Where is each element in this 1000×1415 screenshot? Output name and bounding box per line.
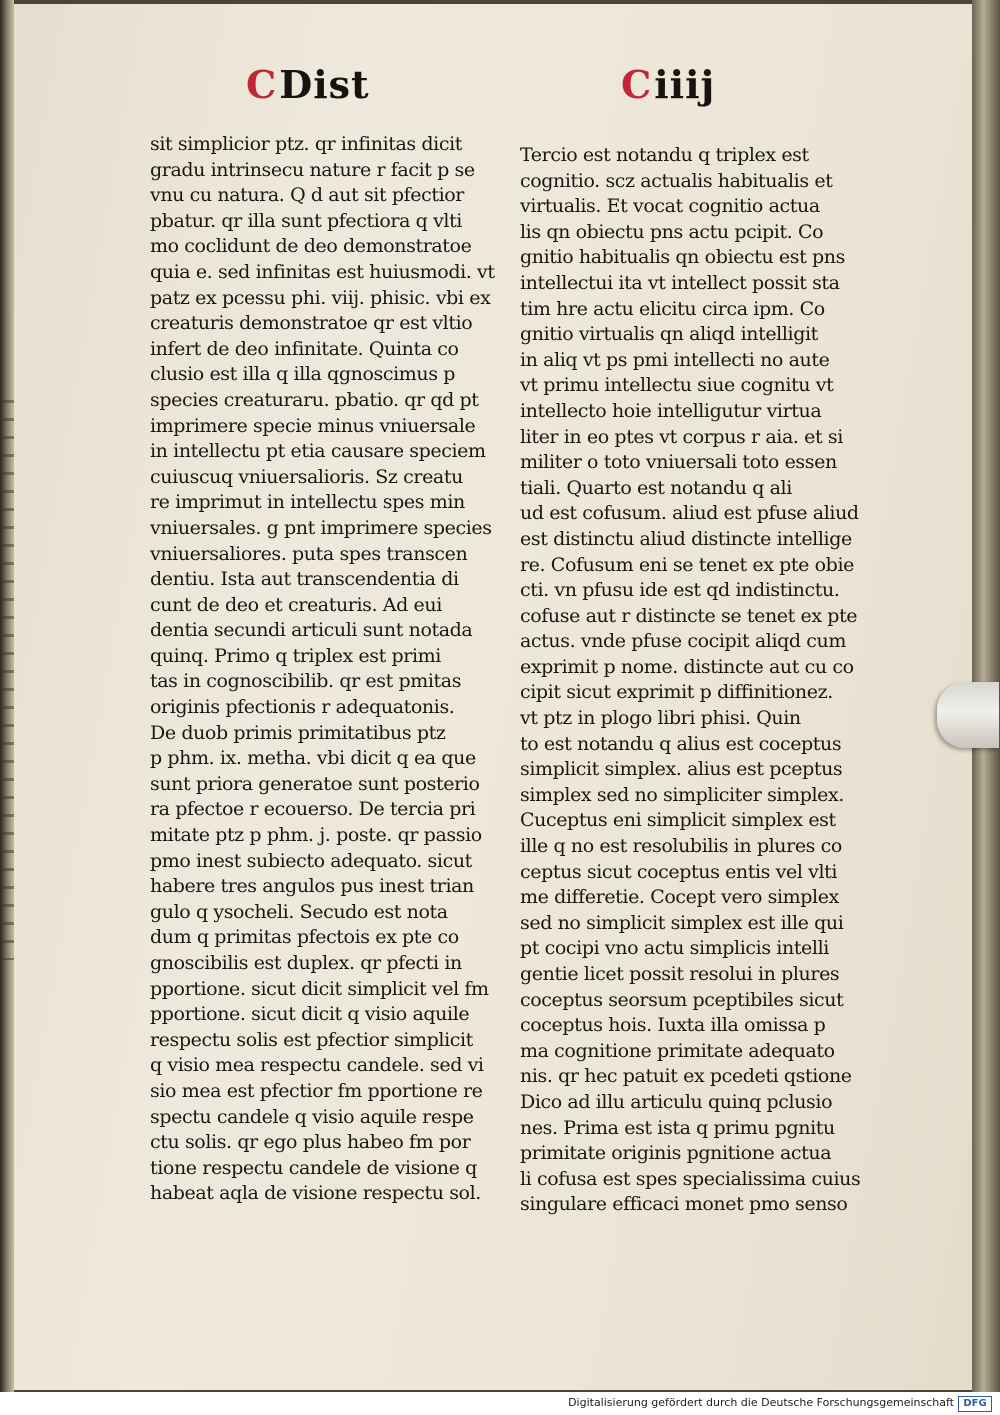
text-line: gnoscibilis est duplex. qr pfecti in [150, 952, 462, 974]
text-line: ctu solis. qr ego plus habeo fm por [150, 1131, 471, 1154]
text-line: gulo q ysocheli. Secudo est nota [150, 900, 448, 923]
text-line: in aliq vt ps pmi intellecti no aute [520, 348, 830, 371]
rubric-initial-right: C [621, 62, 653, 107]
text-line: spectu candele q visio aquile respe [150, 1105, 474, 1128]
text-line: habere tres angulos pus inest trian [150, 875, 474, 898]
text-line: cognitio. scz actualis habitualis et [520, 169, 833, 192]
text-line: originis pfectionis r adequatonis. [150, 696, 455, 719]
text-line: militer o toto vniuersali toto essen [520, 451, 837, 474]
text-line: pmo inest subiecto adequato. sicut [150, 849, 472, 872]
text-line: mo coclidunt de deo demonstratoe [150, 235, 472, 258]
text-line: simplex sed no simpliciter simplex. [520, 783, 844, 806]
text-line: primitate originis pgnitione actua [520, 1142, 832, 1165]
folio-numeral: iiij [654, 62, 716, 107]
text-line: pbatur. qr illa sunt pfectiora q vlti [150, 209, 462, 232]
text-line: pportione. sicut dicit simplicit vel fm [150, 977, 489, 1000]
text-line: quinq. Primo q triplex est primi [150, 644, 441, 667]
book-page [14, 4, 974, 1390]
text-line: quia e. sed infinitas est huiusmodi. vt [150, 260, 495, 283]
text-line: Tercio est notandu q triplex est [520, 144, 809, 166]
text-line: patz ex pcessu phi. viij. phisic. vbi ex [150, 286, 491, 309]
text-line: actus. vnde pfuse cocipit aliqd cum [520, 630, 847, 653]
dfg-logo: DFG [958, 1396, 992, 1412]
text-line: clusio est illa q illa qgnoscimus p [150, 363, 456, 386]
text-line: sed no simplicit simplex est ille qui [520, 911, 844, 934]
text-line: pportione. sicut dicit q visio aquile [150, 1003, 470, 1026]
text-line: De duob primis primitatibus ptz [150, 721, 446, 744]
text-line: liter in eo ptes vt corpus r aia. et si [520, 425, 843, 448]
text-line: creaturis demonstratoe qr est vltio [150, 312, 473, 335]
text-line: exprimit p nome. distincte aut cu co [520, 655, 854, 678]
text-line: ille q no est resolubilis in plures co [520, 835, 842, 858]
text-line: sunt priora generatoe sunt posterio [150, 772, 480, 795]
text-line: intellecto hoie intelligutur virtua [520, 399, 822, 422]
running-head-right [621, 62, 715, 112]
text-line: gradu intrinsecu nature r facit p se [150, 158, 475, 181]
text-line: Cuceptus eni simplicit simplex est [520, 809, 836, 832]
text-line: ra pfectoe r ecouerso. De tercia pri [150, 798, 476, 821]
text-line: ma cognitione primitate adequato [520, 1039, 835, 1062]
running-head-title: Dist [279, 62, 370, 107]
text-column-left [150, 132, 510, 1207]
text-line: nes. Prima est ista q primu pgnitu [520, 1116, 835, 1139]
text-line: vnu cu natura. Q d aut sit pfectior [150, 184, 464, 207]
footer-bar [0, 1392, 1000, 1415]
text-line: est distinctu aliud distincte intellige [520, 527, 852, 550]
text-line: p phm. ix. metha. vbi dicit q ea que [150, 747, 476, 770]
text-line: vt primu intellectu siue cognitu vt [520, 374, 834, 397]
text-line: in intellectu pt etia causare speciem [150, 440, 486, 463]
page-clip [937, 682, 999, 748]
text-line: species creaturaru. pbatio. qr qd pt [150, 388, 479, 411]
text-line: vt ptz in plogo libri phisi. Quin [520, 707, 801, 730]
text-line: me differetie. Cocept vero simplex [520, 886, 839, 909]
text-line: habeat aqla de visione respectu sol. [150, 1182, 481, 1205]
text-line: pt cocipi vno actu simplicis intelli [520, 937, 829, 960]
text-line: q visio mea respectu candele. sed vi [150, 1054, 484, 1077]
text-line: tim hre actu elicitu circa ipm. Co [520, 297, 825, 320]
text-line: vniuersaliores. puta spes transcen [150, 542, 468, 565]
text-line: tione respectu candele de visione q [150, 1156, 477, 1179]
text-line: virtualis. Et vocat cognitio actua [520, 195, 820, 218]
text-line: simplicit simplex. alius est pceptus [520, 758, 843, 781]
text-line: tiali. Quarto est notandu q ali [520, 476, 792, 499]
text-line: re. Cofusum eni se tenet ex pte obie [520, 553, 854, 576]
text-line: cipit sicut exprimit p diffinitionez. [520, 681, 833, 704]
text-line: infert de deo infinitate. Quinta co [150, 337, 459, 360]
text-line: ceptus sicut coceptus entis vel vlti [520, 860, 838, 883]
text-line: dum q primitas pfectois ex pte co [150, 926, 459, 949]
text-line: sit simplicior ptz. qr infinitas dicit [150, 133, 462, 155]
text-line: ud est cofusum. aliud est pfuse aliud [520, 502, 859, 525]
text-line: nis. qr hec patuit ex pcedeti qstione [520, 1065, 852, 1088]
text-line: li cofusa est spes specialissima cuius [520, 1167, 861, 1190]
text-line: tas in cognoscibilib. qr est pmitas [150, 670, 462, 693]
text-line: coceptus hois. Iuxta illa omissa p [520, 1014, 826, 1037]
text-line: lis qn obiectu pns actu pcipit. Co [520, 220, 824, 243]
text-line: imprimere specie minus vniuersale [150, 414, 476, 437]
text-line: cofuse aut r distincte se tenet ex pte [520, 604, 858, 627]
text-column-right [520, 143, 876, 1218]
text-line: intellectui ita vt intellect possit sta [520, 271, 840, 294]
text-line: cti. vn pfusu ide est qd indistinctu. [520, 579, 840, 602]
text-line: cunt de deo et creaturis. Ad eui [150, 593, 442, 616]
running-head-left [246, 62, 370, 112]
text-line: singulare efficaci monet pmo senso [520, 1193, 848, 1216]
funding-credit: Digitalisierung gefördert durch die Deutsche Forschungsgemeinschaft [568, 1396, 954, 1409]
rubric-initial-left: C [246, 62, 278, 107]
text-line: gnitio habitualis qn obiectu est pns [520, 246, 845, 269]
text-line: Dico ad illu articulu quinq pclusio [520, 1090, 833, 1113]
text-line: dentia secundi articuli sunt notada [150, 619, 473, 642]
text-line: to est notandu q alius est coceptus [520, 732, 842, 755]
text-line: re imprimut in intellectu spes min [150, 491, 465, 514]
text-line: dentiu. Ista aut transcendentia di [150, 568, 459, 591]
text-line: respectu solis est pfectior simplicit [150, 1028, 473, 1051]
text-line: cuiuscuq vniuersalioris. Sz creatu [150, 465, 463, 488]
previous-page-edge [0, 0, 14, 1392]
text-line: gentie licet possit resolui in plures [520, 963, 840, 985]
text-line: gnitio virtualis qn aliqd intelligit [520, 323, 818, 346]
text-line: mitate ptz p phm. j. poste. qr passio [150, 824, 482, 847]
text-line: sio mea est pfectior fm pportione re [150, 1079, 483, 1102]
text-line: coceptus seorsum pceptibiles sicut [520, 988, 844, 1011]
text-line: vniuersales. g pnt imprimere species [150, 516, 492, 539]
